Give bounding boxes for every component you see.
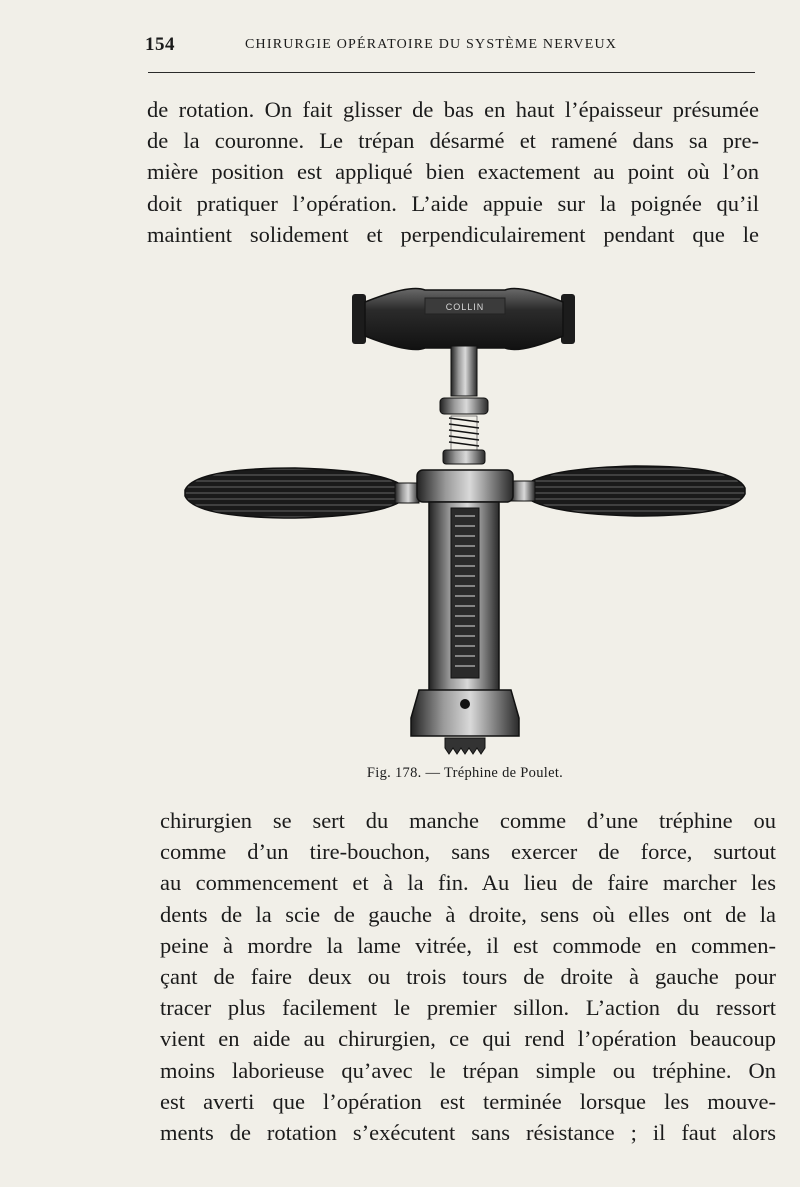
barrel bbox=[429, 502, 499, 692]
text-line: mière position est appliqué bien exactement au point où l’on bbox=[147, 159, 759, 185]
paragraph-bottom bbox=[160, 805, 776, 1148]
text-line: çant de faire deux ou trois tours de droite à gauche pour bbox=[160, 964, 776, 990]
maker-marking: COLLIN bbox=[445, 302, 485, 312]
text-line: tracer plus facilement le premier sillon. L’action du ressort bbox=[160, 995, 776, 1021]
text-line: de la couronne. Le trépan désarmé et ramené dans sa pre- bbox=[147, 128, 759, 154]
text-line: au commencement et à la fin. Au lieu de faire marcher les bbox=[160, 870, 776, 896]
text-line: vient en aide au chirurgien, ce qui rend l’opération beaucoup bbox=[160, 1026, 776, 1052]
text-line: de rotation. On fait glisser de bas en haut l’épaisseur présumée bbox=[147, 97, 759, 122]
upper-shaft bbox=[440, 346, 488, 464]
page-number: 154 bbox=[145, 34, 175, 55]
figure-caption: Fig. 178. — Tréphine de Poulet. bbox=[366, 765, 564, 781]
text-line: chirurgien se sert du manche comme d’une tréphine ou bbox=[160, 808, 776, 833]
text-line: ments de rotation s’exécutent sans résistance ; il faut alors bbox=[160, 1120, 776, 1146]
header-rule bbox=[148, 72, 755, 73]
trephine-illustration bbox=[175, 280, 755, 760]
central-collar bbox=[417, 470, 513, 502]
text-line: doit pratiquer l’opération. L’aide appuie sur la poignée qu’il bbox=[147, 190, 759, 216]
text-line: est averti que l’opération est terminée lorsque les mouve- bbox=[160, 1088, 776, 1114]
top-handle bbox=[352, 289, 575, 350]
running-title: CHIRURGIE OPÉRATOIRE DU SYSTÈME NERVEUX bbox=[245, 37, 618, 52]
page-header bbox=[145, 30, 755, 60]
text-line: comme d’un tire-bouchon, sans exercer de force, surtout bbox=[160, 839, 776, 865]
text-line: dents de la scie de gauche à droite, sens où elles ont de la bbox=[160, 901, 776, 927]
text-line: maintient solidement et perpendiculairement pendant que le bbox=[147, 221, 759, 247]
text-line: moins laborieuse qu’avec le trépan simple ou tréphine. On bbox=[160, 1057, 776, 1083]
text-line: peine à mordre la lame vitrée, il est commode en commen- bbox=[160, 932, 776, 958]
crown-saw bbox=[411, 690, 519, 754]
paragraph-top bbox=[147, 94, 759, 250]
